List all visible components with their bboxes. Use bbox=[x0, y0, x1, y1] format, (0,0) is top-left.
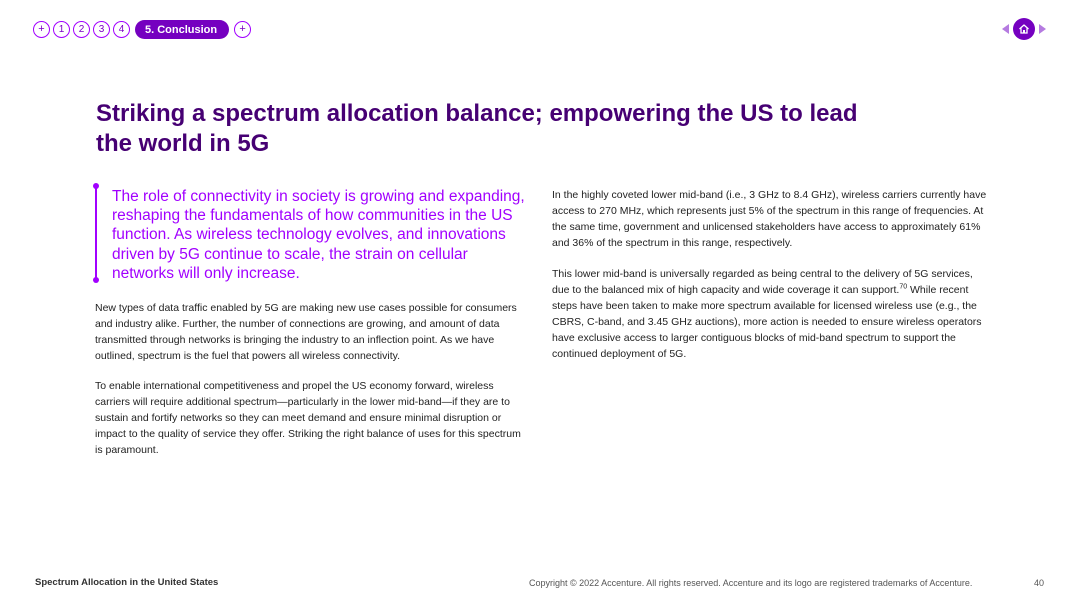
right-paragraph-2-text: This lower mid-band is universally regarded as being central to the delivery of 5G services, due to the balanced mix of high capacity and wide coverage it can support. bbox=[552, 268, 973, 296]
nav-item-3[interactable]: 3 bbox=[93, 21, 110, 38]
prev-arrow-icon[interactable] bbox=[1002, 24, 1009, 34]
right-paragraph-2-text-cont: While recent steps have been taken to make more spectrum available for licensed wireless use (e.g., the CBRS, C-band, and 3.45 GHz auctions), more action is needed to ensure wireless operators have exclusive access to larger contiguous blocks of mid-band spectrum to support the continued deployment of 5G. bbox=[552, 283, 982, 360]
page-number: 40 bbox=[1034, 578, 1045, 588]
nav-item-2[interactable]: 2 bbox=[73, 21, 90, 38]
footer-copyright: Copyright © 2022 Accenture. All rights reserved. Accenture and its logo are registered trademarks of Accenture. bbox=[529, 578, 973, 588]
left-paragraph-2: To enable international competitiveness and propel the US economy forward, wireless carriers will require additional spectrum—particularly in the lower mid-band—if they are to sustain and fortify networks so they can meet demand and ensure minimal disruption or impact to the quality of service they offer. Striking the right balance of uses for this spectrum is paramount. bbox=[95, 380, 521, 456]
nav-item-4[interactable]: 4 bbox=[113, 21, 130, 38]
nav-expand-right[interactable]: + bbox=[234, 21, 251, 38]
nav-item-conclusion[interactable]: 5. Conclusion bbox=[135, 20, 229, 39]
footer-doc-title: Spectrum Allocation in the United States bbox=[35, 577, 219, 588]
home-icon bbox=[1018, 23, 1030, 35]
pull-quote: The role of connectivity in society is growing and expanding, reshaping the fundamentals of how communities in the US function. As wireless technology evolves, and innovations driven by 5G continue to scale, the strain on cellular networks will only increase. bbox=[112, 188, 525, 282]
left-paragraph-1: New types of data traffic enabled by 5G are making new use cases possible for consumers and industry alike. Further, the number of connections are growing, and amount of data transmitted through networks is bringing the industry to an inflection point. As we have outlined, spectrum is the fuel that powers all wireless connectivity. bbox=[95, 302, 517, 362]
home-nav bbox=[1002, 18, 1046, 40]
nav-expand-left[interactable]: + bbox=[33, 21, 50, 38]
section-nav bbox=[33, 20, 251, 39]
footnote-ref-70[interactable]: 70 bbox=[899, 283, 908, 291]
nav-item-1[interactable]: 1 bbox=[53, 21, 70, 38]
right-paragraph-2 bbox=[552, 267, 987, 362]
quote-bar bbox=[95, 185, 97, 281]
right-paragraph-1: In the highly coveted lower mid-band (i.e., 3 GHz to 8.4 GHz), wireless carriers currently have access to 270 MHz, which represents just 5% of the spectrum in this range of frequencies. At the same time, government and unlicensed stakeholders have access to approximately 61% and 36% of the spectrum in this range, respectively. bbox=[552, 189, 987, 249]
next-arrow-icon[interactable] bbox=[1039, 24, 1046, 34]
page-title: Striking a spectrum allocation balance; empowering the US to lead the world in 5G bbox=[96, 100, 858, 157]
home-button[interactable] bbox=[1013, 18, 1035, 40]
